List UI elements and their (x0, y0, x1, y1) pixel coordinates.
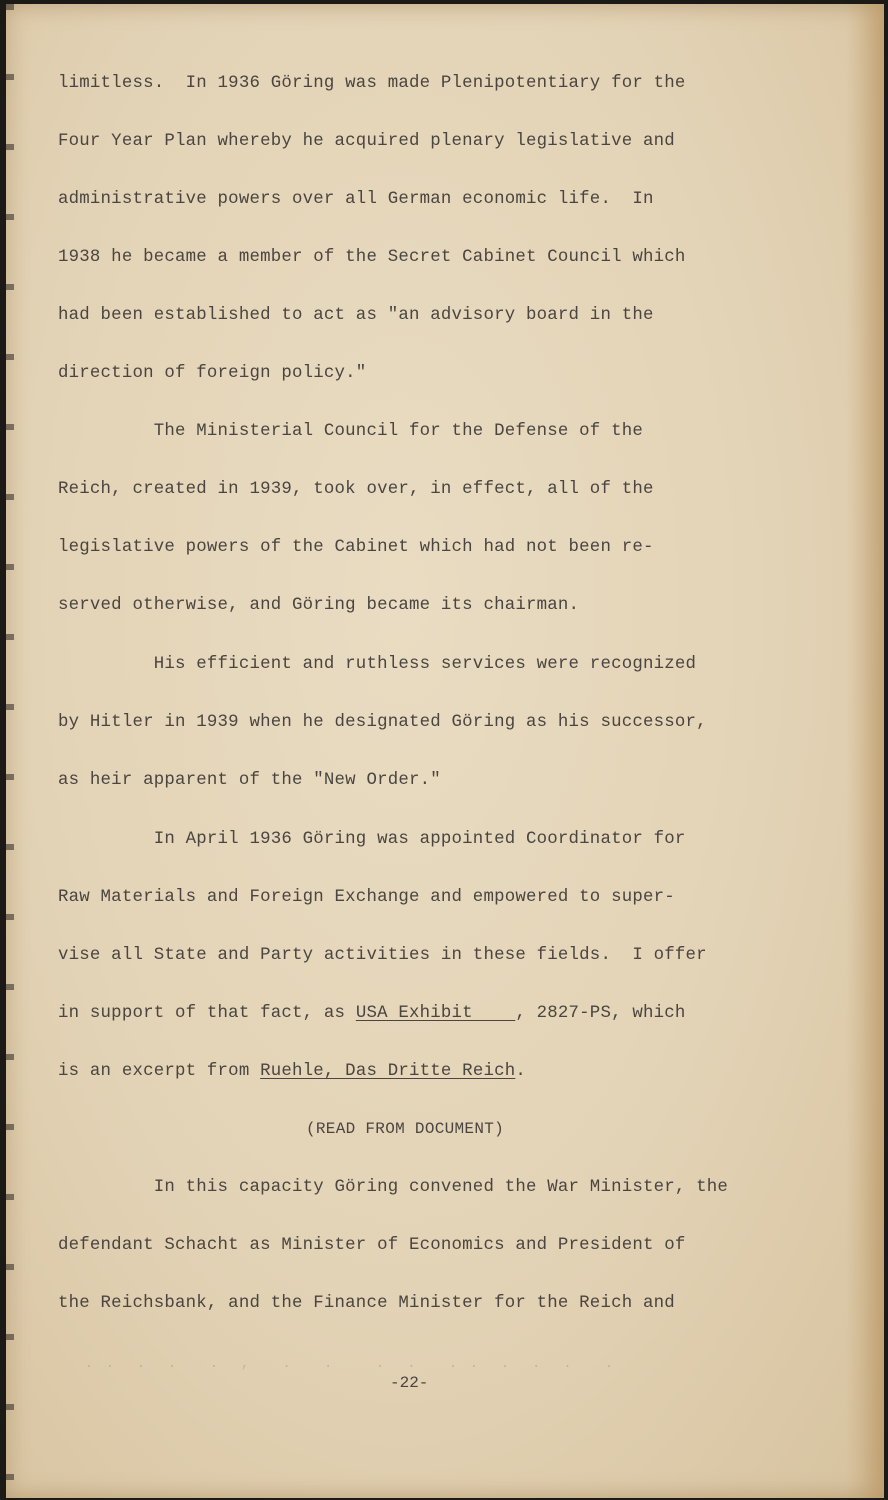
source-suffix: . (515, 1062, 527, 1081)
exhibit-suffix: , 2827-PS, which (515, 1004, 686, 1023)
paper-edge-stain (846, 4, 884, 1498)
text-line: direction of foreign policy." (58, 364, 367, 383)
text-line: legislative powers of the Cabinet which had not been re- (58, 538, 654, 557)
page-number: -22- (390, 1374, 429, 1392)
source-line (58, 1062, 526, 1082)
text-line: Raw Materials and Foreign Exchange and empowered to super- (58, 888, 675, 907)
document-page (6, 4, 884, 1498)
text-line: vise all State and Party activities in these fields. I offer (58, 946, 707, 965)
text-line: the Reichsbank, and the Finance Minister for the Reich and (58, 1294, 675, 1313)
text-line: Four Year Plan whereby he acquired plenary legislative and (58, 132, 675, 151)
exhibit-reference: USA Exhibit (355, 1004, 516, 1023)
text-line: had been established to act as "an advisory board in the (58, 306, 654, 325)
text-line: In this capacity Göring convened the War Minister, the (58, 1178, 729, 1197)
source-title: Ruehle, Das Dritte Reich (260, 1062, 516, 1081)
read-from-document-note: (READ FROM DOCUMENT) (306, 1120, 505, 1138)
faded-text-line: . . . . . , . . . . . . . . . . (64, 1356, 616, 1372)
exhibit-line (58, 1004, 686, 1024)
text-line: 1938 he became a member of the Secret Cabinet Council which (58, 248, 686, 267)
source-prefix: is an excerpt from (58, 1062, 261, 1081)
binding-edge (6, 4, 14, 1498)
text-line: as heir apparent of the "New Order." (58, 771, 441, 790)
text-line: defendant Schacht as Minister of Economics and President of (58, 1236, 686, 1255)
text-line: Reich, created in 1939, took over, in effect, all of the (58, 480, 654, 499)
text-line: administrative powers over all German economic life. In (58, 190, 654, 209)
exhibit-prefix: in support of that fact, as (58, 1004, 356, 1023)
text-line: The Ministerial Council for the Defense of the (58, 422, 643, 441)
text-line: In April 1936 Göring was appointed Coordinator for (58, 830, 686, 849)
text-line: limitless. In 1936 Göring was made Plenipotentiary for the (58, 74, 686, 93)
text-line: His efficient and ruthless services were recognized (58, 655, 697, 674)
text-line: served otherwise, and Göring became its chairman. (58, 596, 580, 615)
text-line: by Hitler in 1939 when he designated Göring as his successor, (58, 713, 707, 732)
